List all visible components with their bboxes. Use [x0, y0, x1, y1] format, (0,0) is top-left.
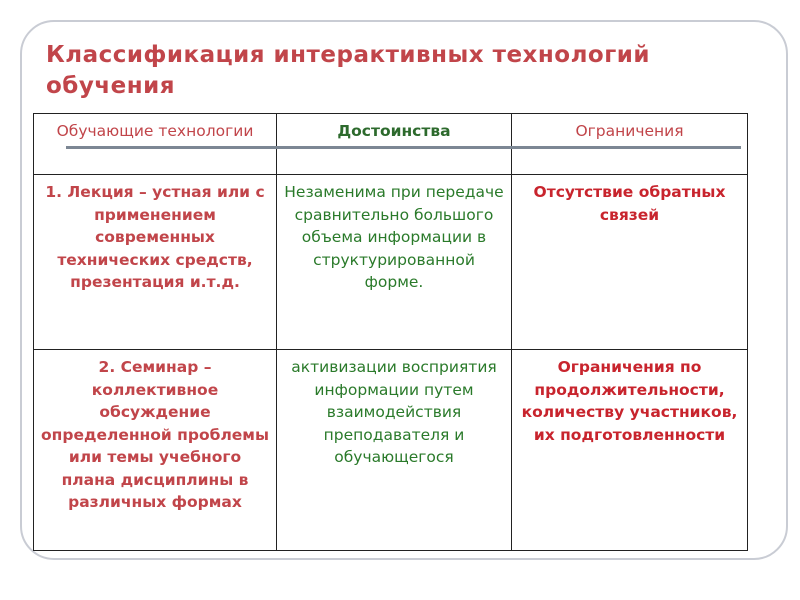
slide-title: Классификация интерактивных технологий обучения: [46, 42, 650, 99]
table-row: [34, 350, 748, 551]
header-technologies: Обучающие технологии: [34, 114, 277, 175]
row-seminar-technology: 2. Семинар – коллективное обсуждение определенной проблемы или темы учебного плана дисциплины в различных формах: [34, 350, 277, 551]
table-header-row: [34, 114, 748, 175]
row-lecture-technology: 1. Лекция – устная или с применением современных технических средств, презентация и.т.д.: [34, 175, 277, 350]
row-lecture-advantages: Незаменима при передаче сравнительно большого объема информации в структурированной форме.: [277, 175, 512, 350]
header-limitations: Ограничения: [512, 114, 748, 175]
header-advantages: Достоинства: [277, 114, 512, 175]
table-row: [34, 175, 748, 350]
header-divider-line: [66, 146, 741, 149]
row-seminar-advantages: активизации восприятия информации путем взаимодействия преподавателя и обучающегося: [277, 350, 512, 551]
classification-table: [33, 113, 748, 551]
row-lecture-limitations: Отсутствие обратных связей: [512, 175, 748, 350]
row-seminar-limitations: Ограничения по продолжительности, количеству участников, их подготовленности: [512, 350, 748, 551]
